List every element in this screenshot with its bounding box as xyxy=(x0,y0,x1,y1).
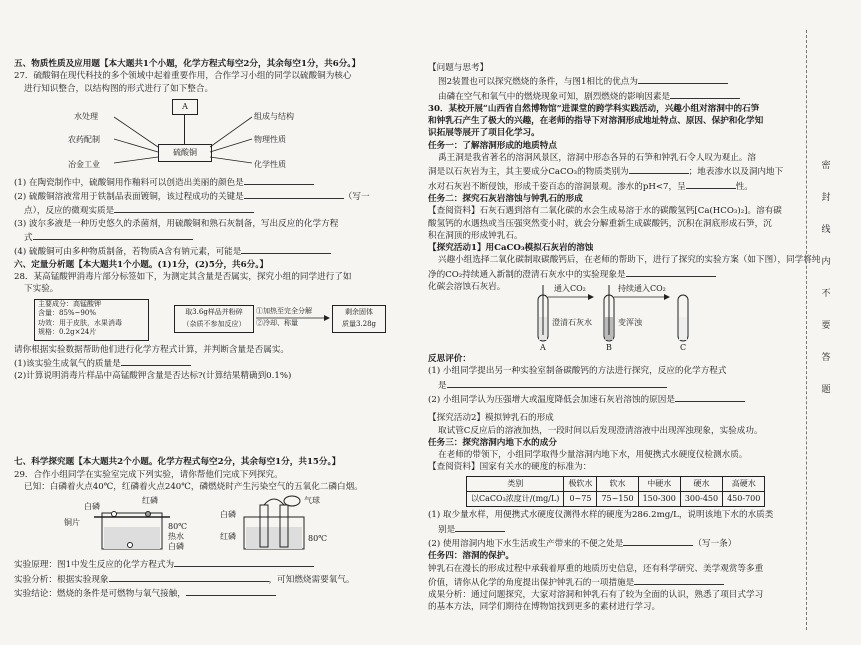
q27-part3: (3) 波尔多液是一种历史悠久的杀菌剂，用硫酸铜和熟石灰制备，写出反应的化学方程 xyxy=(14,218,339,229)
answer-blank[interactable] xyxy=(174,557,314,567)
answer-blank[interactable] xyxy=(670,89,740,99)
label-balloon: 气球 xyxy=(304,496,320,506)
step-residue: 剩余固体 质量3.28g xyxy=(332,305,386,333)
task-4-line2: 价值，请你从化学的角度提出保护钟乳石的一项措施是 xyxy=(428,575,778,589)
answer-blank[interactable] xyxy=(114,203,254,213)
node-water-treatment: 水处理 xyxy=(74,111,98,121)
answer-blank[interactable] xyxy=(634,575,724,585)
node-composition: 组成与结构 xyxy=(254,111,294,121)
activity-1-title: 【探究活动1】用CaCO₃模拟石灰岩的溶蚀 xyxy=(428,243,594,254)
answer-blank[interactable] xyxy=(686,179,736,189)
answer-space[interactable] xyxy=(14,382,416,456)
node-a: A xyxy=(172,99,198,115)
water-hardness-table xyxy=(466,476,765,508)
answer-blank[interactable] xyxy=(244,189,344,199)
table-row: 类别 极软水 软水 中硬水 硬水 高硬水 xyxy=(467,476,765,491)
reflection-2: (2) 小组同学认为压强增大或温度降低会加速石灰岩溶蚀的原因是 xyxy=(428,392,778,406)
answer-blank[interactable] xyxy=(121,356,191,366)
combustion-apparatus-diagram xyxy=(44,495,384,555)
seal-line xyxy=(806,30,807,630)
label-white-phosphorus-fig2: 白磷 xyxy=(220,510,236,520)
copper-sulfate-structure-diagram xyxy=(68,97,334,173)
q27-part2: (2) 硫酸铜溶液常用于铁制品表面镀铜，该过程成功的关键是 （写一 xyxy=(14,189,416,203)
q27-line1: 27．硫酸铜在现代科技的多个领域中起着重要作用，合作学习小组的同学以硫酸铜为核心 xyxy=(14,71,352,82)
label-tube-a: A xyxy=(540,343,546,353)
q27-line2: 进行知识整合，以结构图的形式进行了如下整合。 xyxy=(24,83,214,94)
reference-2-title: 【查阅资料】国家有关水的硬度的标准为： xyxy=(428,462,592,473)
task-3-line1: 在老师的带领下，小组同学取得少量溶洞内地下水，用便携式水硬度仪检测水质。 xyxy=(438,450,748,461)
product-label: 主要成分：高锰酸钾 含量：85%~90% 功效：用于皮肤，水果消毒 规格：0.2g×24片 xyxy=(34,299,149,341)
label-hot-water: 热水 xyxy=(168,532,184,542)
reference-1-line1: 【查阅资料】石灰石遇到溶有二氧化碳的水会生成易溶于水的碳酸氢钙[Ca(HCO₃)₂]。溶有碳 xyxy=(428,206,782,217)
task-3-q2: (2) 使用溶洞内地下水生活或生产带来的不便之处是 （写一条） xyxy=(428,536,778,550)
q28-line1: 28．某高锰酸钾消毒片部分标签如下，为测定其含量是否属实，探究小组的同学进行了如 xyxy=(14,271,352,282)
answer-blank[interactable] xyxy=(675,392,745,402)
task-4-title: 任务四：溶洞的保护。 xyxy=(428,551,514,562)
reflection-title: 反思评价： xyxy=(428,354,471,365)
q27-part4: (4) 硫酸铜可由多种物质制备，若物质A含有钠元素，可能是 xyxy=(14,244,416,258)
activity-2-line1: 取试管C反应后的溶液加热，一段时间以后发现澄清溶液中出现浑浊现象，实验成功。 xyxy=(438,425,763,436)
reflection-1b: 是 xyxy=(428,378,778,392)
label-white-phosphorus: 白磷 xyxy=(84,502,100,512)
section-7-title: 七、科学探究题【本大题共2个小题。化学方程式每空2分，其余每空1分，共15分。】 xyxy=(14,457,341,468)
q27-part3b: 式 xyxy=(14,230,416,244)
qa-line2: 由磷在空气和氧气中的燃烧现象可知，剧烈燃烧的影响因素是 xyxy=(428,89,778,103)
reference-1-line2: 酸氢钙的水遇热或当压强突然变小时，就会分解重新生成碳酸钙，沉积在洞底形成石笋，沉 xyxy=(428,218,772,229)
label-pass-co2: 通入CO₂ xyxy=(554,284,586,294)
q29-line1: 29．合作小组同学在实验室完成下列实验，请你帮他们完成下列探究。 xyxy=(14,469,283,480)
step-heat: ①加热至完全分解 ②冷却、称量 xyxy=(256,306,312,327)
q28-part2: (2)计算说明消毒片样品中高锰酸钾含量是否达标?(计算结果精确到0.1%) xyxy=(14,371,292,382)
q30-line3: 识拓展等展开了项目化学习。 xyxy=(428,128,540,139)
result-line2: 的基本方法，同学们期待在博物馆找到更多的素材进行学习。 xyxy=(428,602,661,613)
label-red-phosphorus-fig2: 红磷 xyxy=(220,532,236,542)
label-red-phosphorus: 红磷 xyxy=(142,496,158,506)
q28-question: 请你根据实验数据帮助他们进行化学方程式计算，并判断含量是否属实。 xyxy=(14,344,290,355)
co2-test-tube-diagram xyxy=(518,281,718,353)
experiment-principle: 实验原理：图1中发生反应的化学方程式为 xyxy=(14,557,416,571)
label-tube-c: C xyxy=(680,343,687,353)
answer-blank[interactable] xyxy=(447,378,667,388)
reflection-1: (1) 小组同学提出另一种实验室制备碳酸钙的方法进行探究，反应的化学方程式 xyxy=(428,366,727,377)
activity-1-line2: 净的CO₂持续通入新制的澄清石灰水中的实验现象是 xyxy=(428,267,778,281)
experiment-analysis: 实验分析：根据实验现象 ，可知燃烧需要氧气。 xyxy=(14,572,416,586)
task-1-line1: 禹王洞是我省著名的溶洞风景区，溶洞中形态各异的石笋和钟乳石令人叹为观止。溶 xyxy=(438,153,756,164)
label-limewater: 澄清石灰水 xyxy=(552,318,592,328)
q27-part1: (1) 在陶瓷制作中，硫酸铜用作釉料可以创造出美丽的颜色是 xyxy=(14,175,416,189)
table-row: 以CaCO₃浓度计/(mg/L) 0~75 75~150 150-300 300-450 450-700 xyxy=(467,492,765,507)
answer-blank[interactable] xyxy=(629,164,689,174)
qa-line1: 图2装置也可以探究燃烧的条件，与图1相比的优点为 xyxy=(428,74,778,88)
label-white-phosphorus-water: 白磷 xyxy=(168,542,184,552)
experiment-conclusion: 实验结论：燃烧的条件是可燃物与氧气接触， xyxy=(14,586,416,600)
answer-blank[interactable] xyxy=(33,230,193,240)
section-5-title: 五、物质性质及应用题【本大题共1个小题，化学方程式每空2分，其余每空1分，共6分。】 xyxy=(14,59,361,69)
diagram-arrows xyxy=(74,97,334,173)
answer-blank[interactable] xyxy=(626,267,716,277)
activity-1-figure-row xyxy=(428,281,778,353)
label-copper-sheet: 铜片 xyxy=(64,518,80,528)
right-column xyxy=(428,62,821,614)
label-continue-co2: 持续通入CO₂ xyxy=(618,284,666,294)
answer-blank[interactable] xyxy=(186,586,276,596)
task-1-line3: 水对石灰岩不断侵蚀，形成千姿百态的溶洞景观。渗水的pH<7，呈 性。 xyxy=(428,179,778,193)
node-pesticide: 农药配制 xyxy=(68,134,100,144)
q30-line1: 30．某校开展“山西省自然博物馆”进课堂的跨学科实践活动，兴趣小组对溶洞中的石笋 xyxy=(428,103,760,114)
answer-blank[interactable] xyxy=(241,244,331,254)
node-physical: 物理性质 xyxy=(254,134,286,144)
reference-1-line3: 积在洞顶的形成钟乳石。 xyxy=(428,230,523,241)
label-temp-80-fig2: 80℃ xyxy=(308,534,328,544)
section-6-title: 六、定量分析题【本大题共1个小题。(1)1分，(2)5分，共6分。】 xyxy=(14,259,269,270)
task-3-q1: (1) 取少量水样，用便携式水硬度仪测得水样的硬度为286.2mg/L，说明该地下水的水质类 xyxy=(428,510,774,521)
q30-line2: 和钟乳石产生了极大的兴趣，在老师的指导下对溶洞形成地址特点、原因、保护和化学知 xyxy=(428,116,764,127)
activity-1-line1: 兴趣小组选择二氧化碳制取碳酸钙后，在老师的帮助下，进行了探究的实验方案（如下图），同学将纯 xyxy=(438,255,821,266)
label-temp-80: 80℃ xyxy=(168,522,188,532)
task-3-title: 任务三：探究溶洞内地下水的成分 xyxy=(428,437,557,448)
left-column xyxy=(14,58,416,600)
task-4-line1: 钟乳石在漫长的形成过程中承载着厚重的地质历史信息，还有科学研究、美学观赏等多重 xyxy=(428,563,764,574)
result-line1: 成果分析：通过问题探究，大家对溶洞和钟乳石有了较为全面的认识，熟悉了项目式学习 xyxy=(428,590,764,601)
task-2-title: 任务二：探究石灰岩溶蚀与钟乳石的形成 xyxy=(428,193,583,204)
node-copper-sulfate: 硫酸铜 xyxy=(158,144,212,162)
kmno4-experiment-flow xyxy=(34,299,394,341)
activity-2-title: 【探究活动2】模拟钟乳石的形成 xyxy=(428,413,554,424)
node-metallurgy: 冶金工业 xyxy=(68,159,100,169)
q28-part1: (1)该实验生成氧气的质量是 xyxy=(14,356,416,370)
task-1-line2: 洞是以石灰岩为主，其主要成分CaCO₃的物质类别为 ；地表渗水以及洞内地下 xyxy=(428,164,778,178)
seal-notice: 密 封 线 内 不 要 答 题 xyxy=(821,161,831,395)
task-3-q1b: 别是 xyxy=(428,522,778,536)
label-tube-b: B xyxy=(606,343,612,353)
activity-1-line3: 化碳会溶蚀石灰岩。 xyxy=(428,282,506,293)
q27-part2b: 点），反应的微观实质是 xyxy=(14,203,416,217)
step-sample: 取3.6g样品并粉碎 （杂质不参加反应） xyxy=(174,305,254,333)
answer-blank[interactable] xyxy=(638,74,728,84)
answer-blank[interactable] xyxy=(244,175,314,185)
qa-title: 【问题与思考】 xyxy=(428,63,489,73)
answer-blank[interactable] xyxy=(455,522,505,532)
answer-blank[interactable] xyxy=(623,536,693,546)
q29-line2: 已知：白磷着火点40℃，红磷着火点240℃，磷燃烧时产生污染空气的五氧化二磷白烟。 xyxy=(24,482,363,493)
label-turbid: 变浑浊 xyxy=(618,318,642,328)
answer-blank[interactable] xyxy=(109,572,269,582)
q28-line2: 下实验。 xyxy=(24,284,59,295)
node-chemical: 化学性质 xyxy=(254,159,286,169)
task-1-title: 任务一：了解溶洞形成的地质特点 xyxy=(428,140,557,151)
